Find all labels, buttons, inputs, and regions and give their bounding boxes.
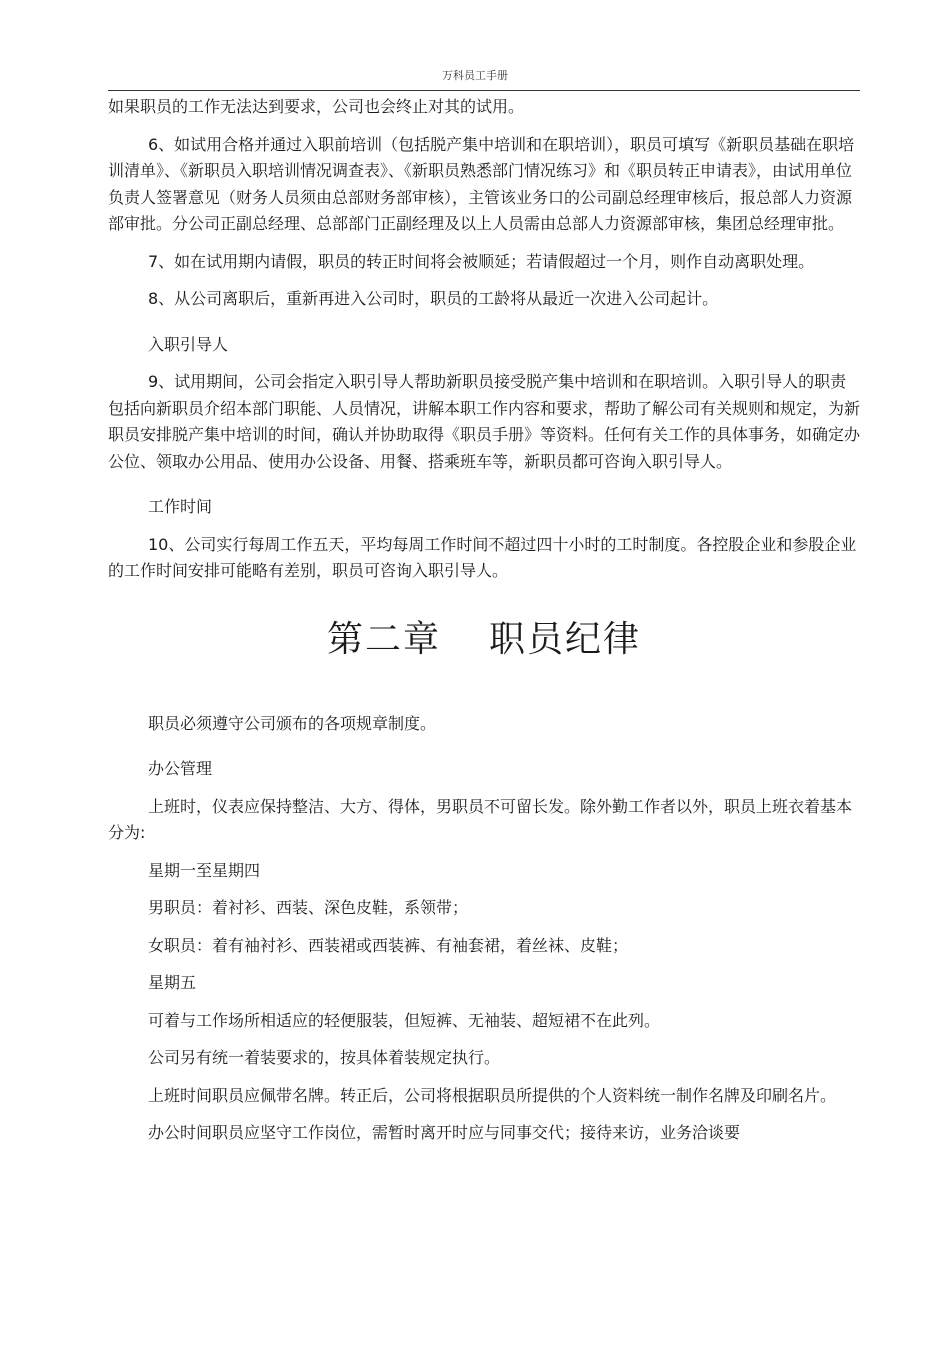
paragraph-stay-at-post: 办公时间职员应坚守工作岗位，需暂时离开时应与同事交代；接待来访，业务洽谈要 [148,1123,741,1142]
chapter-number: 第二章 [326,618,441,660]
paragraph-8: 8、从公司离职后，重新再进入公司时，职员的工龄将从最近一次进入公司起计。 [148,289,719,308]
item-mon-thu: 星期一至星期四 [148,860,261,880]
item-male-dress: 男职员：着衬衫、西装、深色皮鞋，系领带； [148,898,469,917]
paragraph-9: 9、试用期间，公司会指定入职引导人帮助新职员接受脱产集中培训和在职培训。入职引导人的职责包括向新职员介绍本部门职能、人员情况，讲解本职工作内容和要求，帮助了解公司有关规则和规定，为新职员安排脱产集中培训的时间，确认并协助取得《职员手册》等资料。任何有关工作的具体事务，如确定办公位、领取办公用品、使用办公设备、用餐、搭乘班车等，新职员都可咨询入职引导人。 [108,372,861,471]
item-female-dress: 女职员：着有袖衬衫、西装裙或西装裤、有袖套裙，着丝袜、皮鞋； [148,935,629,955]
header-rule [108,90,860,91]
subheading-mentor: 入职引导人 [148,334,229,354]
item-uniform-rule: 公司另有统一着装要求的，按具体着装规定执行。 [148,1048,501,1067]
subheading-working-hours: 工作时间 [148,497,213,516]
subheading-office-management: 办公管理 [148,759,213,778]
item-casual-dress: 可着与工作场所相适应的轻便服装，但短裤、无袖装、超短裙不在此列。 [148,1010,661,1030]
paragraph-6: 6、如试用合格并通过入职前培训（包括脱产集中培训和在职培训），职员可填写《新职员基础在职培训清单》、《新职员入职培训情况调查表》、《新职员熟悉部门情况练习》和《职员转正申请表》，由试用单位负责人签署意见（财务人员须由总部财务部审核），主管该业务口的公司副总经理审核后，报总部人力资源部审批。分公司正副总经理、总部部门正副经理及以上人员需由总部人力资源部审核，集团总经理审批。 [108,134,855,233]
paragraph-dress-code: 上班时，仪表应保持整洁、大方、得体，男职员不可留长发。除外勤工作者以外，职员上班衣着基本分为: [108,796,853,842]
paragraph-7: 7、如在试用期内请假，职员的转正时间将会被顺延；若请假超过一个月，则作自动离职处理。 [148,251,815,271]
paragraph-name-badge: 上班时间职员应佩带名牌。转正后，公司将根据职员所提供的个人资料统一制作名牌及印刷名片。 [148,1085,837,1105]
paragraph-trial-termination: 如果职员的工作无法达到要求，公司也会终止对其的试用。 [108,97,525,116]
running-header: 万科员工手册 [442,69,508,82]
item-friday: 星期五 [148,973,197,992]
page-content [108,94,860,1147]
chapter-name: 职员纪律 [489,618,642,660]
paragraph-10: 10、公司实行每周工作五天，平均每周工作时间不超过四十小时的工时制度。各控股企业和参股企业的工作时间安排可能略有差别，职员可咨询入职引导人。 [108,534,857,580]
paragraph-discipline-intro: 职员必须遵守公司颁布的各项规章制度。 [148,713,437,733]
chapter-title [108,615,860,665]
